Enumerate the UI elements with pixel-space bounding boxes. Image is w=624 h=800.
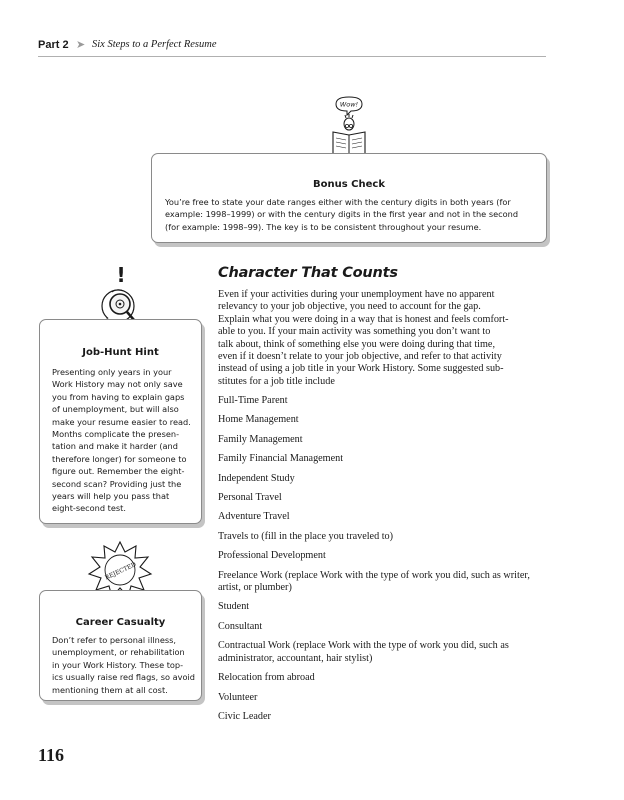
hint-line: Months complicate the presen- <box>52 429 180 440</box>
arrow-icon: ➤ <box>76 39 86 51</box>
bonus-check-line: (for example: 1998–99). The key is to be consistent throughout your resume. <box>165 221 482 232</box>
hint-line: therefore longer) for someone to <box>52 453 187 464</box>
hint-line: eight-second test. <box>52 503 126 514</box>
paragraph-line: instead of using a job title in your Work History. Some suggested sub- <box>218 363 504 375</box>
list-item: Professional Development <box>218 550 326 562</box>
list-item: Travels to (fill in the place you traveled to) <box>218 530 394 542</box>
exclamation-mark: ! <box>116 263 126 287</box>
hint-line: tation and make it harder (and <box>52 441 178 452</box>
hint-line: make your resume easier to read. <box>52 416 191 427</box>
list-item: Independent Study <box>218 472 295 484</box>
hint-line: years will help you pass that <box>52 491 170 502</box>
paragraph-line: Explain what you were doing in a way that is honest and feels comfort- <box>218 313 509 325</box>
paragraph-line: even if it doesn’t relate to your job objective, and refer to that activity <box>218 351 502 363</box>
bonus-check-line: You’re free to state your date ranges either with the century digits in both years (for <box>165 197 511 207</box>
section-heading: Character That Counts <box>218 265 398 281</box>
running-header <box>38 38 546 57</box>
paragraph-line: Even if your activities during your unemployment have no apparent <box>218 289 495 300</box>
list-item: Student <box>218 601 250 613</box>
paragraph-line: talk about, think of something else you were doing during that time, <box>218 338 495 350</box>
list-item: Family Management <box>218 433 303 445</box>
bonus-check-title: Bonus Check <box>313 179 385 190</box>
career-casualty-title: Career Casualty <box>75 617 166 628</box>
list-item: Freelance Work (replace Work with the type of work you did, such as writer, artist, or plumber) <box>218 569 530 594</box>
job-hunt-hint-box <box>39 319 202 524</box>
job-hunt-hint-title: Job-Hunt Hint <box>82 347 159 358</box>
list-item: Civic Leader <box>218 710 271 722</box>
list-item: Adventure Travel <box>218 511 290 523</box>
hint-line: Presenting only years in your <box>52 367 172 377</box>
bonus-check-box <box>151 153 547 243</box>
paragraph-line: relevancy to your job objective, you need to account for the gap. <box>218 301 481 313</box>
list-item: Personal Travel <box>218 492 282 504</box>
page-number: 116 <box>38 745 65 765</box>
casualty-line: unemployment, or rehabilitation <box>52 647 185 658</box>
job-title-substitutes-list <box>218 395 548 730</box>
chapter-title: Six Steps to a Perfect Resume <box>92 39 217 50</box>
list-item: Full-Time Parent <box>218 395 288 406</box>
hint-line: figure out. Remember the eight- <box>52 466 185 477</box>
career-casualty-box <box>39 590 202 701</box>
casualty-line: mentioning them at all cost. <box>52 684 168 695</box>
list-item: Relocation from abroad <box>218 672 315 684</box>
casualty-line: in your Work History. These top- <box>52 659 184 670</box>
wow-badge-text: Wow! <box>339 100 359 109</box>
list-item: Contractual Work (replace Work with the type of work you did, such as administrator, accountant, hair stylist) <box>218 640 509 664</box>
bonus-check-body <box>165 196 546 233</box>
hint-line: Work History may not only save <box>52 379 183 390</box>
casualty-line: Don’t refer to personal illness, <box>52 635 176 645</box>
list-item: Consultant <box>218 620 263 632</box>
career-casualty-body <box>52 634 201 696</box>
intro-paragraph <box>218 289 548 388</box>
list-item: Volunteer <box>218 691 258 703</box>
hint-line: second scan? Providing just the <box>52 478 182 489</box>
list-item: Family Financial Management <box>218 453 344 465</box>
job-hunt-hint-body <box>52 366 201 515</box>
paragraph-line: able to you. If your main activity was something you don’t want to <box>218 326 491 338</box>
bonus-check-line: example: 1998–1999) or with the century digits in the first year and not in the second <box>165 209 519 220</box>
part-label: Part 2 <box>38 39 69 51</box>
casualty-line: ics usually raise red flags, so avoid <box>52 672 195 683</box>
stamp-text: REJECTED <box>103 561 138 582</box>
reading-character-icon <box>322 96 372 158</box>
list-item: Home Management <box>218 414 299 426</box>
hint-line: of unemployment, but will also <box>52 404 179 415</box>
paragraph-line: stitutes for a job title include <box>218 375 335 387</box>
hint-line: you from having to explain gaps <box>52 391 185 402</box>
